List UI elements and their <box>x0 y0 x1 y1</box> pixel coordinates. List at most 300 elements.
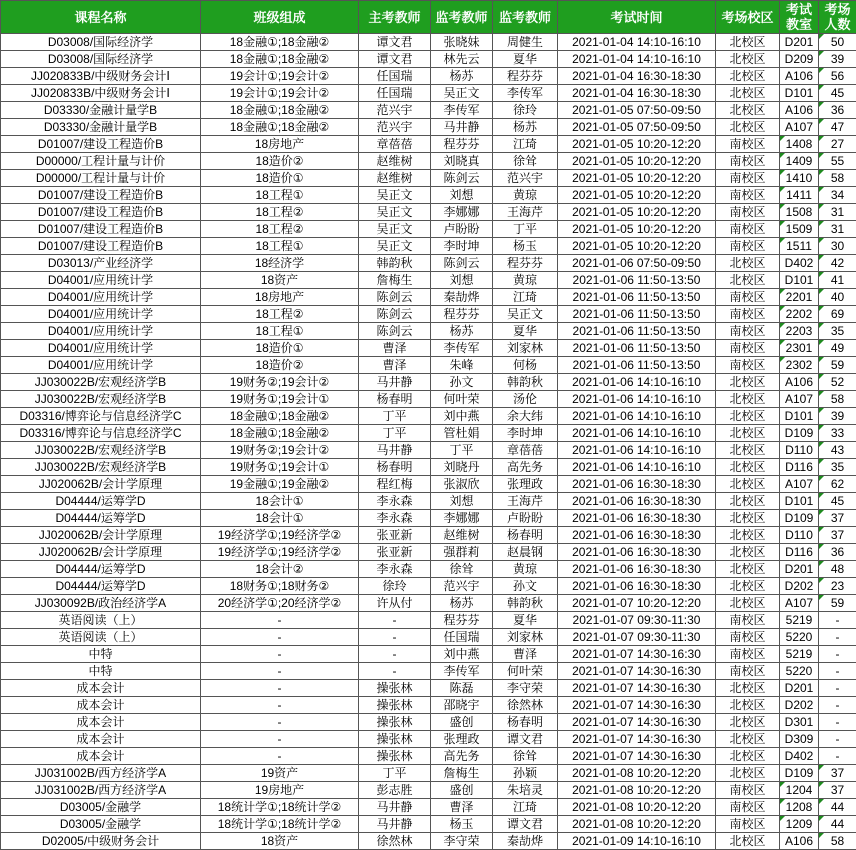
cell-invigilator-2[interactable] <box>493 646 558 663</box>
cell-exam-campus[interactable] <box>716 136 780 153</box>
cell-invigilator-2[interactable] <box>493 323 558 340</box>
cell-exam-time[interactable] <box>558 833 716 850</box>
cell-course-name[interactable] <box>1 714 201 731</box>
cell-main-examiner[interactable] <box>359 68 431 85</box>
cell-invigilator-1[interactable] <box>431 680 493 697</box>
cell-student-count[interactable] <box>819 442 856 459</box>
cell-exam-campus[interactable] <box>716 34 780 51</box>
cell-student-count[interactable] <box>819 102 856 119</box>
cell-exam-campus[interactable] <box>716 68 780 85</box>
cell-invigilator-1[interactable] <box>431 731 493 748</box>
cell-student-count[interactable] <box>819 561 856 578</box>
cell-course-name[interactable] <box>1 782 201 799</box>
cell-invigilator-1[interactable] <box>431 612 493 629</box>
cell-class-composition[interactable] <box>201 391 359 408</box>
cell-exam-time[interactable] <box>558 646 716 663</box>
cell-main-examiner[interactable] <box>359 782 431 799</box>
cell-exam-time[interactable] <box>558 799 716 816</box>
cell-main-examiner[interactable] <box>359 289 431 306</box>
cell-main-examiner[interactable] <box>359 595 431 612</box>
cell-exam-time[interactable] <box>558 374 716 391</box>
cell-main-examiner[interactable] <box>359 323 431 340</box>
cell-invigilator-2[interactable] <box>493 357 558 374</box>
cell-course-name[interactable] <box>1 697 201 714</box>
cell-exam-campus[interactable] <box>716 272 780 289</box>
cell-course-name[interactable] <box>1 663 201 680</box>
cell-exam-campus[interactable] <box>716 459 780 476</box>
cell-student-count[interactable] <box>819 357 856 374</box>
cell-course-name[interactable] <box>1 170 201 187</box>
cell-exam-campus[interactable] <box>716 476 780 493</box>
cell-class-composition[interactable] <box>201 34 359 51</box>
cell-invigilator-1[interactable] <box>431 493 493 510</box>
cell-exam-campus[interactable] <box>716 629 780 646</box>
cell-invigilator-1[interactable] <box>431 459 493 476</box>
cell-exam-room[interactable] <box>780 170 819 187</box>
cell-exam-campus[interactable] <box>716 816 780 833</box>
cell-invigilator-2[interactable] <box>493 85 558 102</box>
cell-exam-time[interactable] <box>558 170 716 187</box>
cell-main-examiner[interactable] <box>359 153 431 170</box>
cell-main-examiner[interactable] <box>359 748 431 765</box>
cell-course-name[interactable] <box>1 204 201 221</box>
cell-invigilator-2[interactable] <box>493 102 558 119</box>
cell-course-name[interactable] <box>1 51 201 68</box>
cell-invigilator-2[interactable] <box>493 663 558 680</box>
cell-student-count[interactable] <box>819 527 856 544</box>
cell-invigilator-2[interactable] <box>493 408 558 425</box>
cell-exam-room[interactable] <box>780 289 819 306</box>
cell-main-examiner[interactable] <box>359 731 431 748</box>
cell-class-composition[interactable] <box>201 374 359 391</box>
cell-invigilator-1[interactable] <box>431 748 493 765</box>
cell-course-name[interactable] <box>1 459 201 476</box>
cell-student-count[interactable] <box>819 34 856 51</box>
cell-main-examiner[interactable] <box>359 136 431 153</box>
cell-exam-campus[interactable] <box>716 204 780 221</box>
cell-class-composition[interactable] <box>201 527 359 544</box>
cell-student-count[interactable] <box>819 731 856 748</box>
cell-course-name[interactable] <box>1 425 201 442</box>
cell-invigilator-2[interactable] <box>493 119 558 136</box>
cell-exam-room[interactable] <box>780 612 819 629</box>
cell-student-count[interactable] <box>819 544 856 561</box>
cell-course-name[interactable] <box>1 306 201 323</box>
cell-exam-time[interactable] <box>558 68 716 85</box>
cell-main-examiner[interactable] <box>359 833 431 850</box>
cell-exam-room[interactable] <box>780 68 819 85</box>
cell-exam-campus[interactable] <box>716 493 780 510</box>
cell-exam-time[interactable] <box>558 425 716 442</box>
cell-main-examiner[interactable] <box>359 374 431 391</box>
cell-invigilator-1[interactable] <box>431 799 493 816</box>
cell-exam-campus[interactable] <box>716 782 780 799</box>
cell-exam-room[interactable] <box>780 442 819 459</box>
cell-invigilator-1[interactable] <box>431 833 493 850</box>
cell-main-examiner[interactable] <box>359 340 431 357</box>
cell-invigilator-1[interactable] <box>431 68 493 85</box>
cell-class-composition[interactable] <box>201 782 359 799</box>
cell-student-count[interactable] <box>819 629 856 646</box>
cell-invigilator-2[interactable] <box>493 748 558 765</box>
cell-class-composition[interactable] <box>201 357 359 374</box>
cell-exam-campus[interactable] <box>716 425 780 442</box>
cell-invigilator-1[interactable] <box>431 51 493 68</box>
cell-invigilator-1[interactable] <box>431 102 493 119</box>
cell-invigilator-1[interactable] <box>431 187 493 204</box>
cell-exam-campus[interactable] <box>716 238 780 255</box>
cell-class-composition[interactable] <box>201 119 359 136</box>
cell-exam-room[interactable] <box>780 816 819 833</box>
cell-exam-campus[interactable] <box>716 680 780 697</box>
cell-student-count[interactable] <box>819 680 856 697</box>
cell-class-composition[interactable] <box>201 170 359 187</box>
cell-class-composition[interactable] <box>201 748 359 765</box>
cell-student-count[interactable] <box>819 510 856 527</box>
cell-exam-campus[interactable] <box>716 187 780 204</box>
cell-class-composition[interactable] <box>201 408 359 425</box>
cell-course-name[interactable] <box>1 289 201 306</box>
cell-invigilator-2[interactable] <box>493 204 558 221</box>
cell-exam-time[interactable] <box>558 459 716 476</box>
cell-class-composition[interactable] <box>201 238 359 255</box>
cell-invigilator-1[interactable] <box>431 646 493 663</box>
cell-exam-time[interactable] <box>558 442 716 459</box>
cell-class-composition[interactable] <box>201 765 359 782</box>
cell-main-examiner[interactable] <box>359 510 431 527</box>
cell-student-count[interactable] <box>819 782 856 799</box>
cell-exam-campus[interactable] <box>716 391 780 408</box>
cell-class-composition[interactable] <box>201 340 359 357</box>
cell-course-name[interactable] <box>1 408 201 425</box>
cell-invigilator-1[interactable] <box>431 408 493 425</box>
cell-course-name[interactable] <box>1 646 201 663</box>
cell-exam-room[interactable] <box>780 799 819 816</box>
cell-course-name[interactable] <box>1 323 201 340</box>
cell-exam-room[interactable] <box>780 544 819 561</box>
cell-exam-time[interactable] <box>558 187 716 204</box>
cell-exam-campus[interactable] <box>716 731 780 748</box>
cell-invigilator-1[interactable] <box>431 697 493 714</box>
cell-course-name[interactable] <box>1 510 201 527</box>
cell-student-count[interactable] <box>819 221 856 238</box>
cell-main-examiner[interactable] <box>359 391 431 408</box>
cell-exam-campus[interactable] <box>716 323 780 340</box>
cell-student-count[interactable] <box>819 51 856 68</box>
cell-course-name[interactable] <box>1 357 201 374</box>
cell-exam-campus[interactable] <box>716 544 780 561</box>
cell-main-examiner[interactable] <box>359 51 431 68</box>
cell-student-count[interactable] <box>819 153 856 170</box>
cell-main-examiner[interactable] <box>359 119 431 136</box>
cell-student-count[interactable] <box>819 68 856 85</box>
cell-exam-time[interactable] <box>558 289 716 306</box>
cell-exam-room[interactable] <box>780 238 819 255</box>
cell-main-examiner[interactable] <box>359 646 431 663</box>
cell-exam-room[interactable] <box>780 646 819 663</box>
cell-exam-time[interactable] <box>558 255 716 272</box>
cell-invigilator-2[interactable] <box>493 238 558 255</box>
cell-class-composition[interactable] <box>201 425 359 442</box>
cell-student-count[interactable] <box>819 714 856 731</box>
cell-invigilator-1[interactable] <box>431 442 493 459</box>
cell-invigilator-2[interactable] <box>493 561 558 578</box>
cell-student-count[interactable] <box>819 697 856 714</box>
cell-invigilator-1[interactable] <box>431 510 493 527</box>
cell-main-examiner[interactable] <box>359 697 431 714</box>
cell-class-composition[interactable] <box>201 306 359 323</box>
cell-invigilator-2[interactable] <box>493 629 558 646</box>
cell-exam-time[interactable] <box>558 561 716 578</box>
cell-student-count[interactable] <box>819 425 856 442</box>
cell-exam-room[interactable] <box>780 357 819 374</box>
cell-exam-campus[interactable] <box>716 221 780 238</box>
cell-class-composition[interactable] <box>201 578 359 595</box>
cell-invigilator-2[interactable] <box>493 510 558 527</box>
cell-course-name[interactable] <box>1 578 201 595</box>
cell-exam-campus[interactable] <box>716 612 780 629</box>
cell-exam-room[interactable] <box>780 833 819 850</box>
cell-exam-campus[interactable] <box>716 357 780 374</box>
cell-invigilator-1[interactable] <box>431 119 493 136</box>
cell-invigilator-2[interactable] <box>493 170 558 187</box>
cell-exam-room[interactable] <box>780 187 819 204</box>
cell-course-name[interactable] <box>1 374 201 391</box>
cell-invigilator-2[interactable] <box>493 68 558 85</box>
cell-invigilator-2[interactable] <box>493 425 558 442</box>
cell-exam-campus[interactable] <box>716 663 780 680</box>
cell-exam-time[interactable] <box>558 357 716 374</box>
cell-class-composition[interactable] <box>201 442 359 459</box>
cell-invigilator-1[interactable] <box>431 578 493 595</box>
cell-main-examiner[interactable] <box>359 187 431 204</box>
cell-exam-time[interactable] <box>558 629 716 646</box>
cell-invigilator-2[interactable] <box>493 153 558 170</box>
cell-main-examiner[interactable] <box>359 425 431 442</box>
cell-class-composition[interactable] <box>201 799 359 816</box>
cell-main-examiner[interactable] <box>359 357 431 374</box>
cell-main-examiner[interactable] <box>359 442 431 459</box>
cell-course-name[interactable] <box>1 221 201 238</box>
cell-exam-room[interactable] <box>780 272 819 289</box>
cell-invigilator-2[interactable] <box>493 816 558 833</box>
cell-class-composition[interactable] <box>201 561 359 578</box>
cell-main-examiner[interactable] <box>359 578 431 595</box>
cell-invigilator-1[interactable] <box>431 272 493 289</box>
cell-exam-room[interactable] <box>780 697 819 714</box>
cell-main-examiner[interactable] <box>359 170 431 187</box>
cell-course-name[interactable] <box>1 799 201 816</box>
cell-exam-campus[interactable] <box>716 51 780 68</box>
cell-class-composition[interactable] <box>201 272 359 289</box>
cell-course-name[interactable] <box>1 629 201 646</box>
cell-exam-time[interactable] <box>558 85 716 102</box>
cell-student-count[interactable] <box>819 833 856 850</box>
cell-exam-campus[interactable] <box>716 289 780 306</box>
cell-main-examiner[interactable] <box>359 680 431 697</box>
cell-class-composition[interactable] <box>201 697 359 714</box>
cell-exam-room[interactable] <box>780 680 819 697</box>
cell-class-composition[interactable] <box>201 476 359 493</box>
cell-exam-time[interactable] <box>558 612 716 629</box>
cell-invigilator-1[interactable] <box>431 374 493 391</box>
cell-invigilator-1[interactable] <box>431 136 493 153</box>
cell-course-name[interactable] <box>1 85 201 102</box>
cell-exam-time[interactable] <box>558 306 716 323</box>
cell-main-examiner[interactable] <box>359 102 431 119</box>
cell-exam-room[interactable] <box>780 323 819 340</box>
cell-student-count[interactable] <box>819 612 856 629</box>
cell-exam-time[interactable] <box>558 680 716 697</box>
cell-exam-campus[interactable] <box>716 833 780 850</box>
cell-invigilator-1[interactable] <box>431 663 493 680</box>
cell-student-count[interactable] <box>819 85 856 102</box>
cell-exam-campus[interactable] <box>716 255 780 272</box>
cell-exam-time[interactable] <box>558 714 716 731</box>
cell-course-name[interactable] <box>1 731 201 748</box>
cell-exam-room[interactable] <box>780 748 819 765</box>
cell-exam-room[interactable] <box>780 510 819 527</box>
cell-main-examiner[interactable] <box>359 306 431 323</box>
cell-student-count[interactable] <box>819 765 856 782</box>
cell-course-name[interactable] <box>1 34 201 51</box>
cell-exam-room[interactable] <box>780 578 819 595</box>
cell-exam-time[interactable] <box>558 476 716 493</box>
cell-exam-room[interactable] <box>780 782 819 799</box>
cell-invigilator-2[interactable] <box>493 442 558 459</box>
cell-class-composition[interactable] <box>201 833 359 850</box>
cell-course-name[interactable] <box>1 238 201 255</box>
cell-student-count[interactable] <box>819 238 856 255</box>
cell-invigilator-2[interactable] <box>493 493 558 510</box>
cell-exam-time[interactable] <box>558 340 716 357</box>
cell-exam-campus[interactable] <box>716 799 780 816</box>
cell-exam-campus[interactable] <box>716 306 780 323</box>
cell-invigilator-1[interactable] <box>431 714 493 731</box>
cell-exam-campus[interactable] <box>716 697 780 714</box>
cell-exam-room[interactable] <box>780 221 819 238</box>
cell-invigilator-2[interactable] <box>493 289 558 306</box>
cell-exam-time[interactable] <box>558 102 716 119</box>
cell-student-count[interactable] <box>819 255 856 272</box>
cell-exam-campus[interactable] <box>716 408 780 425</box>
cell-main-examiner[interactable] <box>359 612 431 629</box>
cell-class-composition[interactable] <box>201 221 359 238</box>
cell-invigilator-1[interactable] <box>431 306 493 323</box>
cell-exam-time[interactable] <box>558 748 716 765</box>
cell-invigilator-2[interactable] <box>493 765 558 782</box>
cell-course-name[interactable] <box>1 340 201 357</box>
cell-main-examiner[interactable] <box>359 714 431 731</box>
cell-class-composition[interactable] <box>201 629 359 646</box>
cell-invigilator-1[interactable] <box>431 527 493 544</box>
cell-exam-time[interactable] <box>558 119 716 136</box>
cell-student-count[interactable] <box>819 476 856 493</box>
cell-exam-campus[interactable] <box>716 442 780 459</box>
cell-invigilator-1[interactable] <box>431 357 493 374</box>
cell-course-name[interactable] <box>1 136 201 153</box>
cell-exam-room[interactable] <box>780 340 819 357</box>
cell-class-composition[interactable] <box>201 459 359 476</box>
cell-main-examiner[interactable] <box>359 34 431 51</box>
cell-invigilator-2[interactable] <box>493 272 558 289</box>
cell-exam-time[interactable] <box>558 136 716 153</box>
cell-student-count[interactable] <box>819 204 856 221</box>
cell-student-count[interactable] <box>819 272 856 289</box>
cell-invigilator-2[interactable] <box>493 187 558 204</box>
cell-student-count[interactable] <box>819 374 856 391</box>
cell-student-count[interactable] <box>819 119 856 136</box>
cell-invigilator-2[interactable] <box>493 34 558 51</box>
cell-exam-time[interactable] <box>558 153 716 170</box>
cell-main-examiner[interactable] <box>359 221 431 238</box>
cell-course-name[interactable] <box>1 272 201 289</box>
cell-course-name[interactable] <box>1 612 201 629</box>
cell-main-examiner[interactable] <box>359 238 431 255</box>
cell-exam-campus[interactable] <box>716 374 780 391</box>
cell-exam-time[interactable] <box>558 697 716 714</box>
cell-invigilator-1[interactable] <box>431 425 493 442</box>
cell-course-name[interactable] <box>1 442 201 459</box>
cell-student-count[interactable] <box>819 748 856 765</box>
cell-exam-room[interactable] <box>780 204 819 221</box>
cell-exam-room[interactable] <box>780 153 819 170</box>
cell-student-count[interactable] <box>819 187 856 204</box>
cell-class-composition[interactable] <box>201 187 359 204</box>
cell-invigilator-1[interactable] <box>431 816 493 833</box>
cell-exam-room[interactable] <box>780 731 819 748</box>
cell-exam-time[interactable] <box>558 782 716 799</box>
cell-invigilator-2[interactable] <box>493 612 558 629</box>
cell-invigilator-1[interactable] <box>431 782 493 799</box>
cell-invigilator-1[interactable] <box>431 289 493 306</box>
cell-invigilator-2[interactable] <box>493 527 558 544</box>
cell-invigilator-1[interactable] <box>431 765 493 782</box>
cell-main-examiner[interactable] <box>359 765 431 782</box>
cell-exam-room[interactable] <box>780 663 819 680</box>
cell-class-composition[interactable] <box>201 544 359 561</box>
cell-exam-room[interactable] <box>780 425 819 442</box>
cell-invigilator-2[interactable] <box>493 544 558 561</box>
cell-student-count[interactable] <box>819 595 856 612</box>
cell-exam-campus[interactable] <box>716 714 780 731</box>
cell-class-composition[interactable] <box>201 323 359 340</box>
cell-class-composition[interactable] <box>201 102 359 119</box>
cell-exam-room[interactable] <box>780 119 819 136</box>
cell-course-name[interactable] <box>1 748 201 765</box>
cell-exam-time[interactable] <box>558 238 716 255</box>
cell-exam-campus[interactable] <box>716 153 780 170</box>
cell-exam-time[interactable] <box>558 493 716 510</box>
cell-exam-campus[interactable] <box>716 102 780 119</box>
cell-invigilator-1[interactable] <box>431 544 493 561</box>
cell-exam-time[interactable] <box>558 272 716 289</box>
cell-course-name[interactable] <box>1 816 201 833</box>
cell-class-composition[interactable] <box>201 680 359 697</box>
cell-exam-room[interactable] <box>780 85 819 102</box>
cell-course-name[interactable] <box>1 561 201 578</box>
cell-exam-time[interactable] <box>558 510 716 527</box>
cell-student-count[interactable] <box>819 170 856 187</box>
cell-student-count[interactable] <box>819 578 856 595</box>
cell-exam-room[interactable] <box>780 408 819 425</box>
cell-invigilator-2[interactable] <box>493 221 558 238</box>
cell-invigilator-1[interactable] <box>431 595 493 612</box>
cell-invigilator-2[interactable] <box>493 459 558 476</box>
cell-student-count[interactable] <box>819 306 856 323</box>
cell-main-examiner[interactable] <box>359 493 431 510</box>
cell-exam-room[interactable] <box>780 136 819 153</box>
